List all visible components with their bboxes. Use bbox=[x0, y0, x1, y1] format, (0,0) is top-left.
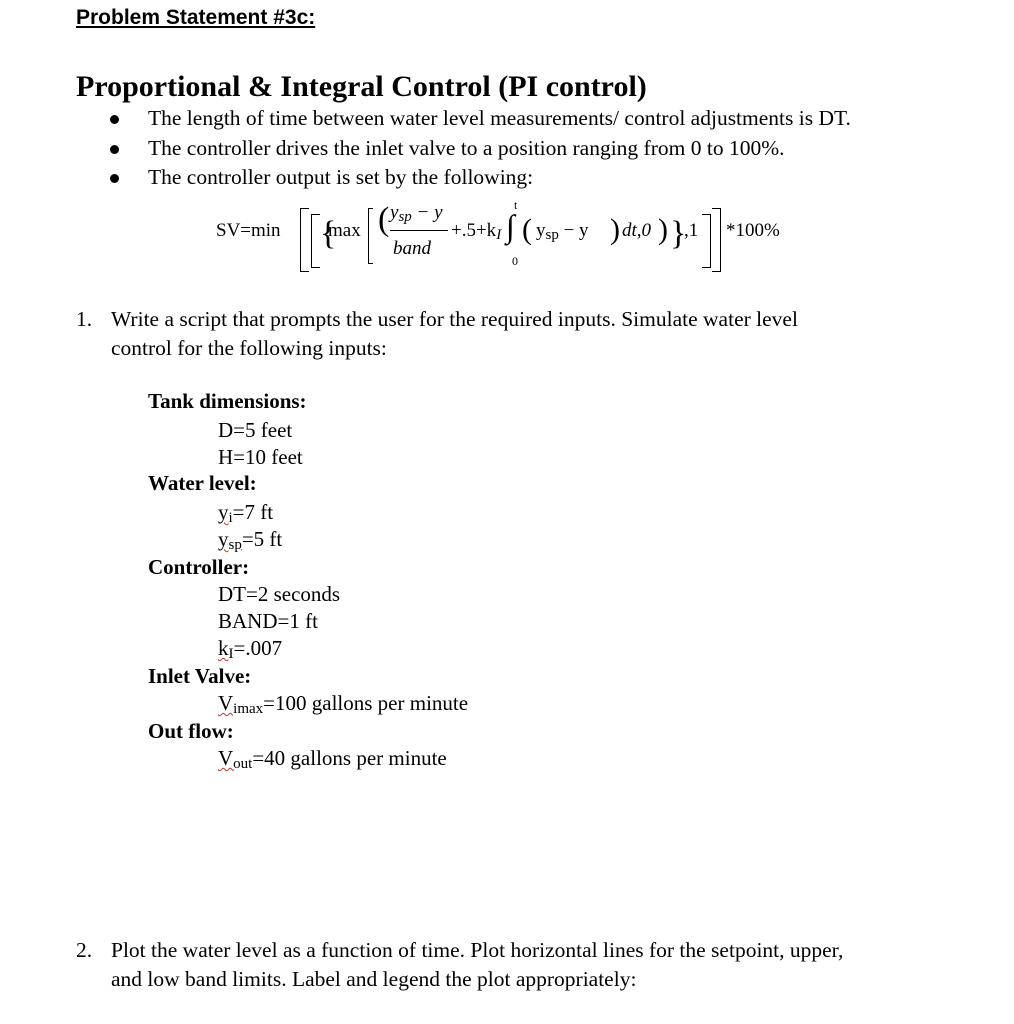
bullet-item bbox=[110, 104, 851, 134]
sv-formula bbox=[210, 200, 810, 280]
formula-comma-one: ,1 bbox=[684, 220, 699, 241]
inlet-valve-label: Inlet Valve: bbox=[148, 664, 252, 688]
formula-lhs: SV=min bbox=[216, 220, 281, 241]
ysp-symbol: $y_{sp}$ bbox=[218, 527, 242, 553]
right-brace: } bbox=[670, 215, 687, 252]
controller-ki: $k_I=.007$ bbox=[218, 636, 283, 662]
water-level-label: Water level: bbox=[148, 471, 257, 495]
controller-band: BAND=1 ft bbox=[218, 609, 318, 633]
bullet-dot-icon bbox=[110, 115, 119, 124]
tank-dimensions-label: Tank dimensions: bbox=[148, 389, 307, 413]
bullet-dot-icon bbox=[110, 174, 119, 183]
controller-label: Controller: bbox=[148, 555, 250, 579]
integrand-left-paren: ( bbox=[522, 213, 532, 246]
left-brace: { bbox=[320, 215, 337, 252]
item-line: Plot the water level as a function of time. Plot horizontal lines for the setpoint, upper, bbox=[111, 938, 844, 962]
fraction-numerator: $y_{sp} - y$ bbox=[390, 202, 443, 225]
bullet-list bbox=[110, 104, 851, 193]
formula-middle: $+.5+k_I$ bbox=[451, 220, 502, 243]
integral-sign: ∫ bbox=[506, 208, 515, 244]
tank-height: H=10 feet bbox=[218, 445, 303, 469]
bullet-text: The controller output is set by the following: bbox=[148, 165, 534, 189]
formula-dt: dt,0 bbox=[622, 220, 652, 241]
inner-right-bracket bbox=[702, 214, 711, 268]
inner-left-bracket bbox=[311, 214, 320, 268]
item-line: control for the following inputs: bbox=[111, 336, 387, 360]
section-title: Proportional & Integral Control (PI control) bbox=[76, 70, 647, 103]
outer-right-bracket bbox=[712, 208, 721, 272]
problem-heading: Problem Statement #3c: bbox=[76, 6, 316, 29]
inlet-max-flow: $V_{imax}=100$ gallons per minute bbox=[218, 691, 469, 717]
bullet-dot-icon bbox=[110, 145, 119, 154]
fraction-denominator: band bbox=[393, 238, 431, 259]
item-number: 2. bbox=[76, 938, 93, 962]
outer-left-bracket bbox=[300, 208, 309, 272]
bullet-text: The length of time between water level measurements/ control adjustments is DT. bbox=[148, 106, 851, 130]
fraction-bar bbox=[390, 230, 448, 231]
integral-lower: 0 bbox=[512, 254, 518, 268]
max-right-paren: ) bbox=[658, 213, 668, 246]
ki-symbol: $k_I$ bbox=[218, 636, 234, 662]
out-flow-rate: $V_{out}=40$ gallons per minute bbox=[218, 746, 447, 772]
item-number: 1. bbox=[76, 307, 93, 331]
max-left-bracket bbox=[368, 208, 373, 264]
integrand: $y_{sp} - y$ bbox=[536, 220, 589, 243]
vimax-symbol: $V_{imax}$ bbox=[218, 691, 264, 717]
vout-symbol: $V_{out}$ bbox=[218, 746, 253, 772]
integrand-right-paren: ) bbox=[610, 213, 620, 246]
bullet-item bbox=[110, 134, 851, 164]
item-line: and low band limits. Label and legend the plot appropriately: bbox=[111, 967, 637, 991]
integral-upper: t bbox=[514, 198, 518, 212]
left-paren: ( bbox=[378, 201, 390, 238]
setpoint-level: $y_{sp}=5$ ft bbox=[218, 527, 283, 553]
controller-dt: DT=2 seconds bbox=[218, 582, 341, 606]
out-flow-label: Out flow: bbox=[148, 719, 234, 743]
formula-tail: *100% bbox=[726, 220, 780, 241]
formula-max: max bbox=[328, 220, 361, 241]
bullet-item bbox=[110, 163, 851, 193]
bullet-text: The controller drives the inlet valve to a position ranging from 0 to 100%. bbox=[148, 135, 785, 160]
initial-level: $y_i=7$ ft bbox=[218, 500, 274, 526]
item-line: Write a script that prompts the user for the required inputs. Simulate water level bbox=[111, 307, 798, 331]
yi-symbol: $y_i$ bbox=[218, 500, 233, 526]
tank-diameter: D=5 feet bbox=[218, 418, 293, 442]
